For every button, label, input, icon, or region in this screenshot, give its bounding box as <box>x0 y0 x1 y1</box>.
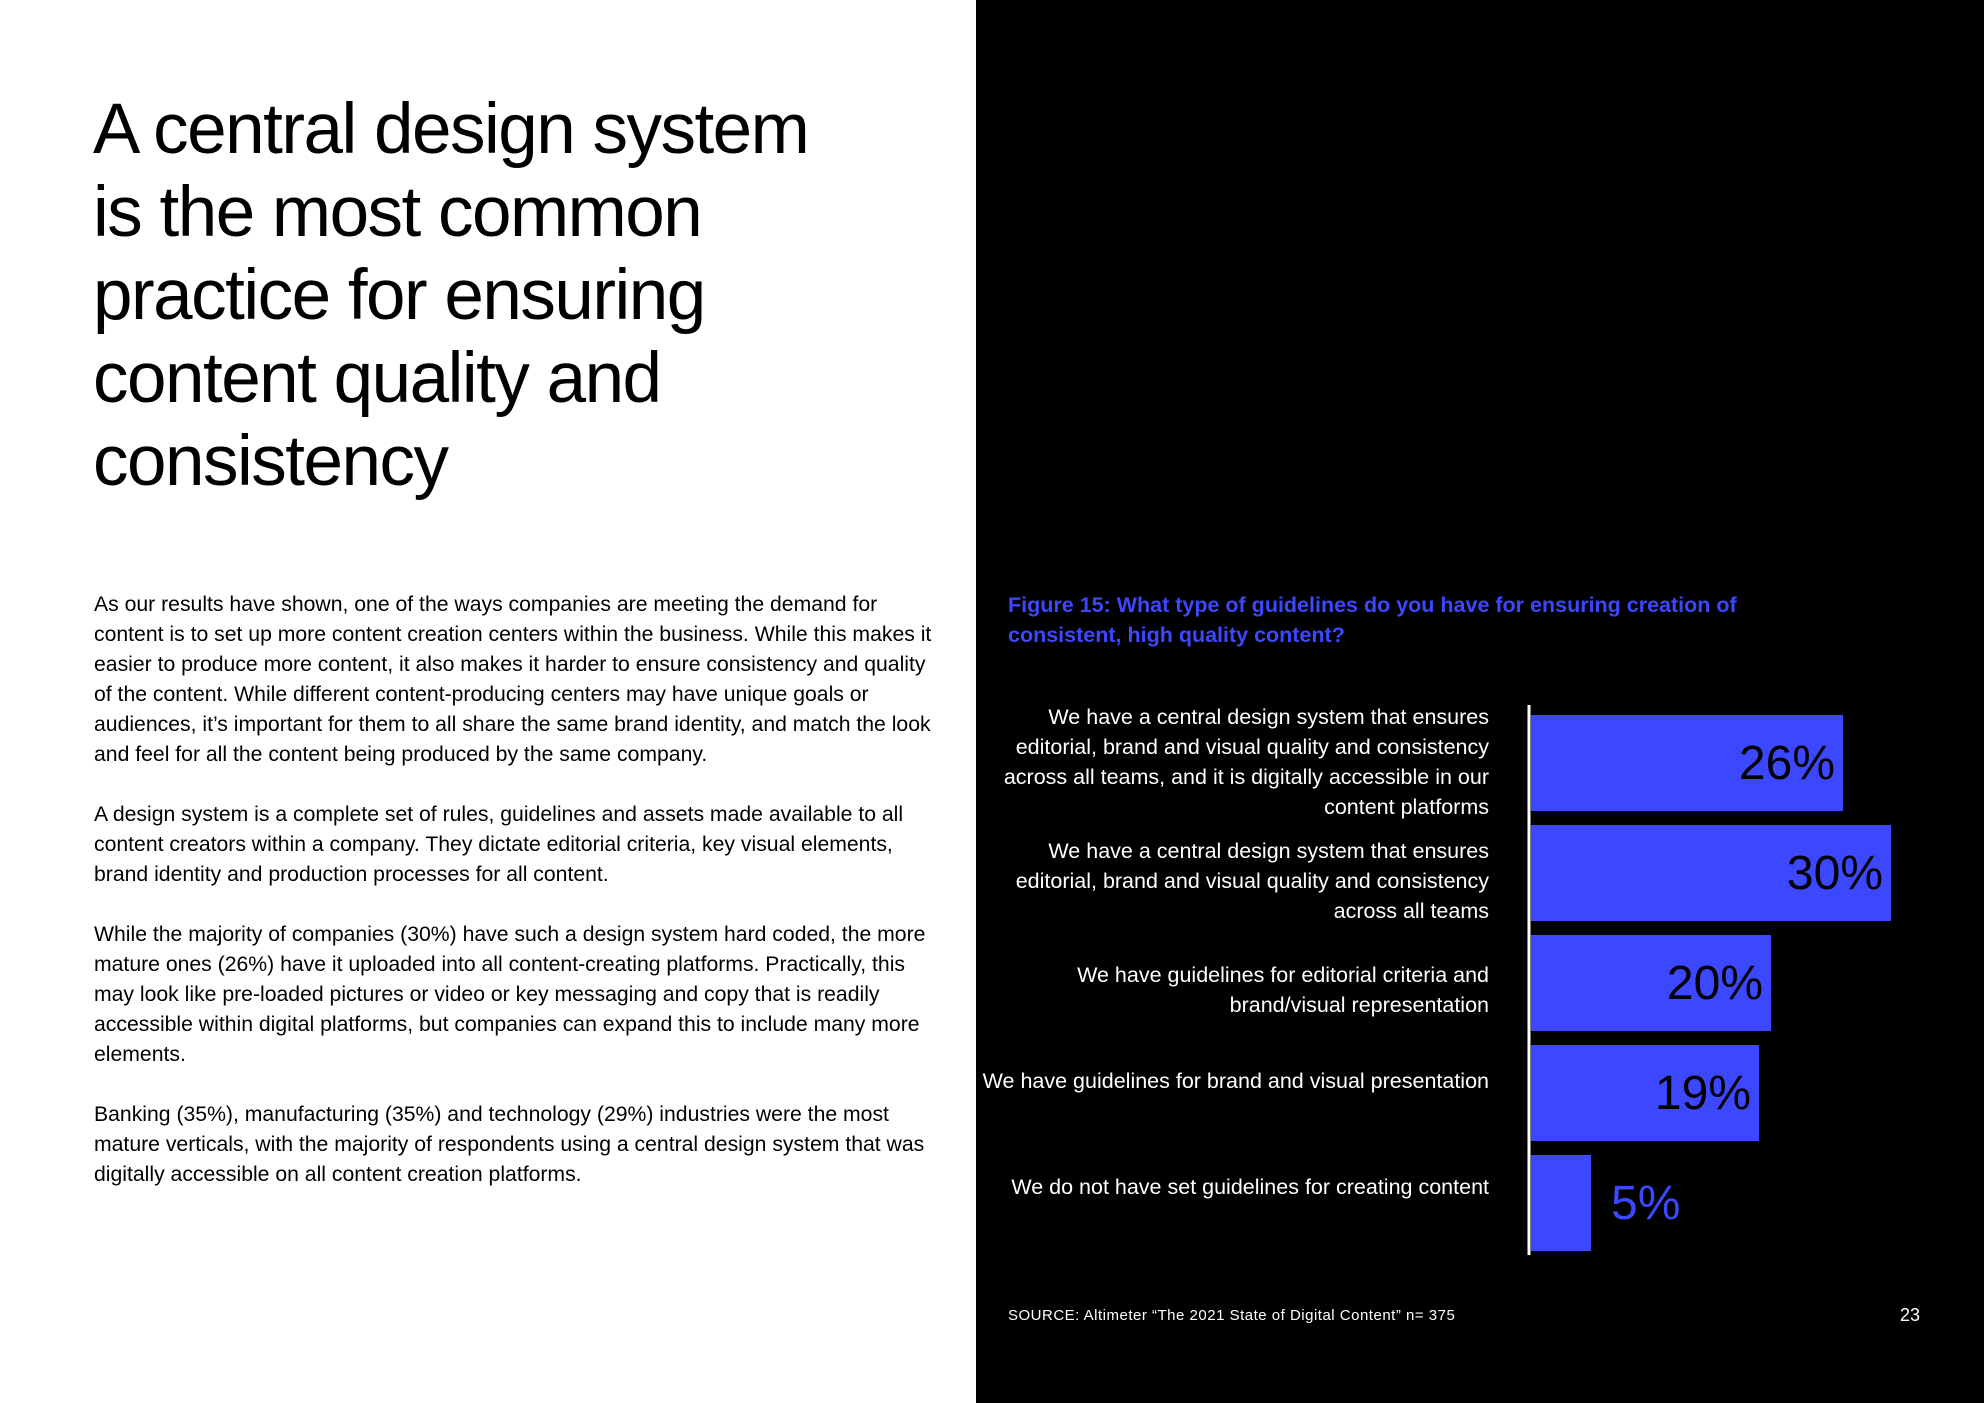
page-number: 23 <box>1899 1305 1920 1325</box>
headline-line: consistency <box>93 422 448 501</box>
source-note: SOURCE: Altimeter “The 2021 State of Digital Content” n= 375 <box>1008 1307 1456 1324</box>
bar-category-label: We have a central design system that ensures editorial, brand and visual quality and consistency across all teams, and it is digitally accessible in our content platforms <box>1003 705 1489 819</box>
page-headline <box>93 88 913 503</box>
headline-line: is the most common <box>93 173 702 252</box>
left-page <box>0 0 976 1403</box>
bar-category-label: We have guidelines for editorial criteria and brand/visual representation <box>1077 963 1489 1017</box>
bar-category-label: We have a central design system that ensures editorial, brand and visual quality and consistency across all teams <box>1015 839 1489 923</box>
headline-line: practice for ensuring <box>93 256 705 335</box>
bar-chart <box>976 0 1984 1403</box>
body-paragraph: Banking (35%), manufacturing (35%) and technology (29%) industries were the most mature verticals, with the majority of respondents using a central design system that was digitally accessible on all content creation platforms. <box>94 1103 925 1186</box>
bar-value-label: 19% <box>1654 1067 1751 1120</box>
bar-value-label: 20% <box>1666 957 1763 1010</box>
right-page <box>976 0 1984 1403</box>
figure-caption: Figure 15: What type of guidelines do you have for ensuring creation of consistent, high quality content? <box>1008 593 1737 647</box>
bar-value-label: 5% <box>1611 1177 1681 1230</box>
bar-value-label: 26% <box>1738 737 1835 790</box>
body-text <box>94 590 934 1220</box>
headline-line: content quality and <box>93 339 661 418</box>
bar <box>1531 1155 1591 1251</box>
bar-category-label: We do not have set guidelines for creating content <box>1011 1175 1489 1199</box>
body-paragraph: While the majority of companies (30%) have such a design system hard coded, the more mature ones (26%) have it uploaded into all content-creating platforms. Practically, this may look like pre-loaded pictures or video or key messaging and copy that is readily accessible within digital platforms, but companies can expand this to include many more elements. <box>94 923 926 1066</box>
body-paragraph: A design system is a complete set of rules, guidelines and assets made available to all content creators within a company. They dictate editorial criteria, key visual elements, brand identity and production processes for all content. <box>94 803 904 886</box>
bar-category-label: We have guidelines for brand and visual presentation <box>982 1069 1489 1093</box>
body-paragraph: As our results have shown, one of the ways companies are meeting the demand for content is to set up more content creation centers within the business. While this makes it easier to produce more content, it also makes it harder to ensure consistency and quality of the content. While different content-producing centers may have unique goals or audiences, it’s important for them to all share the same brand identity, and match the look and feel for all the content being produced by the same company. <box>94 593 932 766</box>
headline-line: A central design system <box>93 90 809 169</box>
bar-value-label: 30% <box>1786 847 1883 900</box>
